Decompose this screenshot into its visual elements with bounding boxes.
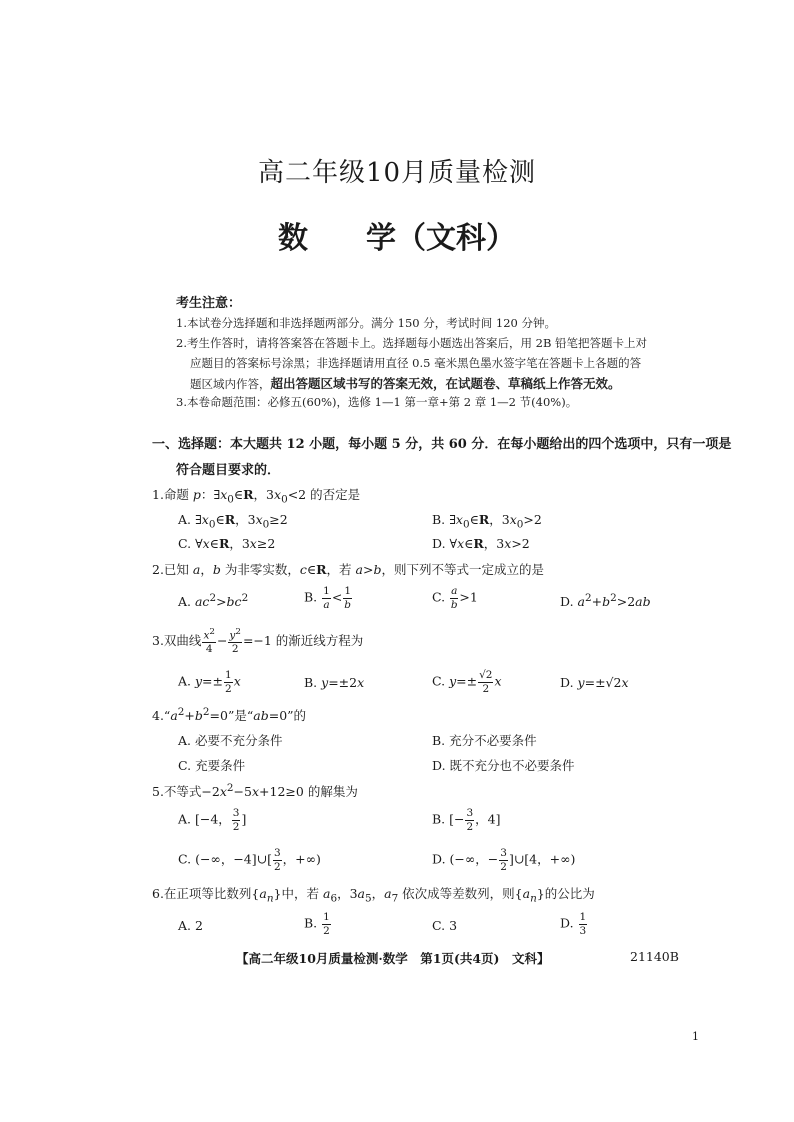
question-6-option-a: A. 2 (178, 918, 203, 933)
question-2-option-a: A. $ac^2>bc^2$ (178, 592, 249, 610)
question-3-option-a: A. y=± $\frac{1}{2}$ x (178, 669, 241, 695)
question-5-option-d: D. (−∞，− $\frac{3}{2}$ ]∪[4，+∞) (432, 847, 576, 873)
notice-item-2-line-1: 2.考生作答时，请将答案答在答题卡上。选择题每小题选出答案后，用 2B 铅笔把答题卡上对 (176, 336, 648, 350)
notice-heading: 考生注意： (176, 296, 242, 311)
question-5-option-b: B. [− $\frac{3}{2}$ ，4] (432, 807, 501, 833)
question-4-option-a: A. 必要不充分条件 (178, 733, 283, 748)
question-6-option-c: C. 3 (432, 918, 458, 933)
question-1-option-c: C. ∀x∈R，3x≥2 (178, 536, 276, 551)
question-2-stem: 2.已知 a，b 为非零实数，c∈R，若 a>b，则下列不等式一定成立的是 (152, 562, 544, 577)
notice-item-2-emphasis: 超出答题区域书写的答案无效，在试题卷、草稿纸上作答无效。 (270, 376, 621, 391)
section-1-heading: 一、选择题：本大题共 12 小题，每小题 5 分，共 60 分．在每小题给出的四个选项中，只有一项是 (152, 437, 732, 452)
question-3-option-c: C. y=± $\frac{√2}{2}$ x (432, 669, 502, 695)
question-6-option-b: B. $\frac{1}{2}$ (304, 911, 330, 937)
section-1-heading-cont: 符合题目要求的． (176, 463, 281, 478)
question-2-option-b: B. $\frac{1}{a}$ < $\frac{1}{b}$ (304, 585, 352, 611)
question-1-option-d: D. ∀x∈R，3x>2 (432, 536, 530, 551)
notice-item-2-line-3-text: 题区域内作答， (190, 377, 271, 391)
question-2-option-d: D. $a^2+b^2>2ab$ (560, 592, 651, 610)
question-3-stem: 3.双曲线 $\frac{x^2}{4}$ − $\frac{y^2}{2}$ =−1 的渐近线方程为 (152, 627, 364, 655)
question-1-option-b: B. $\exists x_0\in R$，$3x_0>2$ (432, 512, 542, 531)
question-2-option-c: C. $\frac{a}{b}$ >1 (432, 585, 478, 611)
notice-item-2-line-2: 应题目的答案标号涂黑；非选择题请用直径 0.5 毫米黑色墨水签字笔在答题卡上各题的答 (190, 356, 642, 370)
question-6-stem: 6.在正项等比数列$\{a_n\}$中，若 $a_6$，$3a_5$，$a_7$ 依次成等差数列，则$\{a_n\}$的公比为 (152, 886, 595, 905)
page-footer: 【高二年级10月质量检测·数学 第1页(共4页) 文科】 (236, 951, 550, 966)
subject-part2: 学（文科） (366, 221, 516, 256)
question-5-option-a: A. [−4， $\frac{3}{2}$ ] (178, 807, 247, 833)
question-4-stem: $4.“a^2+b^2=0$”是“ab=0”的 (152, 706, 307, 724)
question-4-option-b: B. 充分不必要条件 (432, 733, 537, 748)
notice-item-1: 1.本试卷分选择题和非选择题两部分。满分 150 分，考试时间 120 分钟。 (176, 316, 556, 330)
question-6-option-d: D. $\frac{1}{3}$ (560, 911, 587, 937)
subject-part1: 数 (278, 221, 308, 256)
page-number: 1 (692, 1030, 699, 1043)
question-4-option-d: D. 既不充分也不必要条件 (432, 758, 575, 773)
exam-title: 高二年级10月质量检测 (257, 158, 537, 188)
question-4-option-c: C. 充要条件 (178, 758, 246, 773)
question-1-option-a: A. $\exists x_0\in R$，$3x_0\ge 2$ (178, 512, 288, 531)
notice-item-3: 3.本卷命题范围：必修五(60%)，选修 1—1 第一章+第 2 章 1—2 节(40%)。 (176, 395, 578, 409)
paper-code: 21140B (630, 949, 679, 964)
question-5-stem: 5.不等式$-2x^2-5x+12\ge 0$ 的解集为 (152, 782, 358, 800)
notice-item-2-line-3 (190, 374, 621, 392)
question-3-option-d: D. y=±√2x (560, 675, 629, 690)
question-3-option-b: B. y=±2x (304, 675, 365, 690)
subject-title (0, 213, 794, 257)
question-5-option-c: C. (−∞，−4]∪[ $\frac{3}{2}$ ，+∞) (178, 847, 321, 873)
question-1-stem: 1.命题 p：$\exists x_0\in R$，$3x_0<2$ 的否定是 (152, 487, 361, 506)
